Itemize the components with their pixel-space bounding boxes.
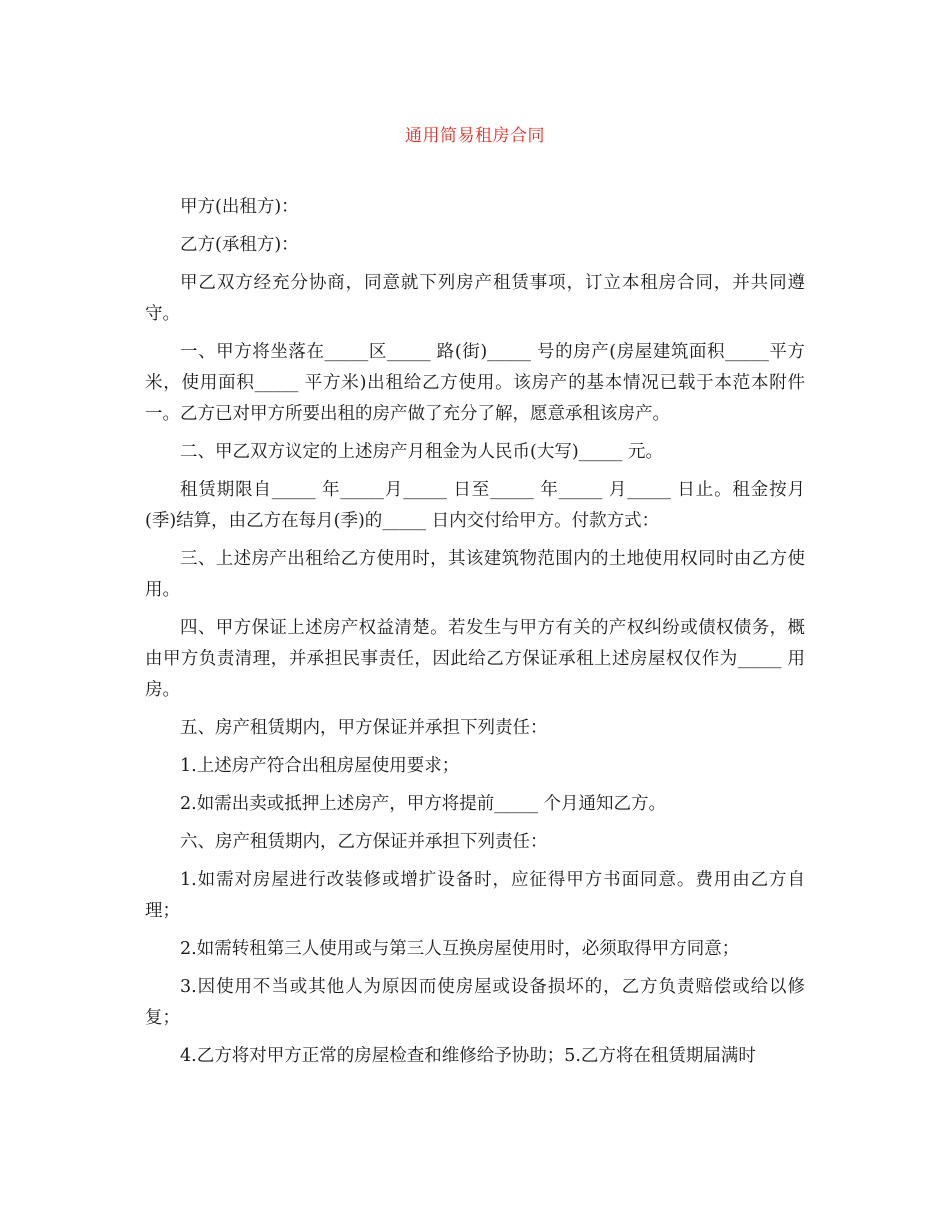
paragraph-lease-term: 租赁期限自_____ 年_____月_____ 日至_____ 年_____ 月_____ 日止。租金按月(季)结算，由乙方在每月(季)的_____ 日内交付给甲方。付款方式：	[145, 480, 805, 531]
document-body	[145, 192, 805, 1079]
paragraph-clause-6-item-1: 1.如需对房屋进行改装修或增扩设备时，应征得甲方书面同意。费用由乙方自理；	[145, 870, 805, 921]
paragraph-clause-4: 四、甲方保证上述房产权益清楚。若发生与甲方有关的产权纠纷或债权债务，概由甲方负责清理，并承担民事责任，因此给乙方保证承租上述房屋权仅作为_____ 用房。	[145, 618, 805, 700]
paragraph-clause-6-item-2: 2.如需转租第三人使用或与第三人互换房屋使用时，必须取得甲方同意；	[180, 939, 740, 959]
document-title: 通用简易租房合同	[405, 126, 545, 146]
paragraph-clause-6: 六、房产租赁期内，乙方保证并承担下列责任：	[180, 832, 548, 852]
paragraph-clause-3: 三、上述房产出租给乙方使用时，其该建筑物范围内的土地使用权同时由乙方使用。	[145, 549, 805, 600]
paragraph-clause-6-item-4: 4.乙方将对甲方正常的房屋检查和维修给予协助；5.乙方将在租赁期届满时	[180, 1046, 756, 1066]
paragraph-party-b: 乙方(承租方)：	[180, 235, 299, 255]
paragraph-clause-5-item-2: 2.如需出卖或抵押上述房产，甲方将提前_____ 个月通知乙方。	[180, 794, 667, 814]
paragraph-clause-6-item-3: 3.因使用不当或其他人为原因而使房屋或设备损坏的，乙方负责赔偿或给以修复；	[145, 977, 805, 1028]
paragraph-party-a: 甲方(出租方)：	[180, 197, 299, 217]
paragraph-clause-2: 二、甲乙双方议定的上述房产月租金为人民币(大写)_____ 元。	[180, 442, 663, 462]
paragraph-clause-5: 五、房产租赁期内，甲方保证并承担下列责任：	[180, 718, 548, 738]
paragraph-clause-1: 一、甲方将坐落在_____区_____ 路(街)_____ 号的房产(房屋建筑面积_____平方米，使用面积_____ 平方米)出租给乙方使用。该房产的基本情况已载于本范本附件一。乙方已对甲方所要出租的房产做了充分了解，愿意承租该房产。	[145, 342, 805, 424]
paragraph-preamble: 甲乙双方经充分协商，同意就下列房产租赁事项，订立本租房合同，并共同遵守。	[145, 273, 805, 324]
paragraph-clause-5-item-1: 1.上述房产符合出租房屋使用要求；	[180, 756, 460, 776]
